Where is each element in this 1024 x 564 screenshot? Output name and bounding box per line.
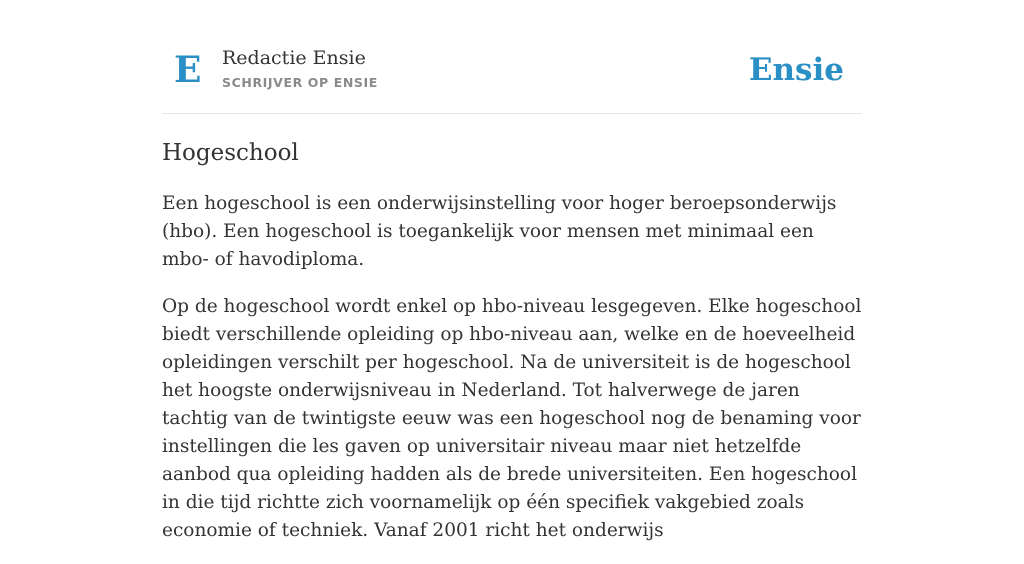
author-name[interactable]: Redactie Ensie (222, 47, 366, 69)
article-paragraph: Een hogeschool is een onderwijsinstelling voor hoger beroepsonderwijs (hbo). Een hogeschool is toegankelijk voor mensen met minimaal een mbo- of havodiploma. (162, 193, 837, 270)
author-avatar[interactable]: E (174, 49, 202, 91)
article-paragraph: Op de hogeschool wordt enkel op hbo-niveau lesgegeven. Elke hogeschool biedt verschillende opleiding op hbo-niveau aan, welke en de hoeveelheid opleidingen verschilt per hogeschool. Na de universiteit is de hogeschool het hoogste onderwijsniveau in Nederland. Tot halverwege de jaren tachtig van de twintigste eeuw was een hogeschool nog de benaming voor instellingen die les gaven op universitair niveau maar niet hetzelfde aanbod qua opleiding hadden als de brede universiteiten. Een hogeschool in die tijd richtte zich voornamelijk op één specifiek vakgebied zoals economie of techniek. Vanaf 2001 richt het onderwijs (162, 296, 862, 541)
author-header (162, 38, 862, 114)
brand-logo[interactable]: Ensie (748, 52, 844, 88)
author-role: SCHRIJVER OP ENSIE (222, 75, 378, 90)
article-title: Hogeschool (162, 140, 299, 166)
article-body (162, 190, 862, 564)
